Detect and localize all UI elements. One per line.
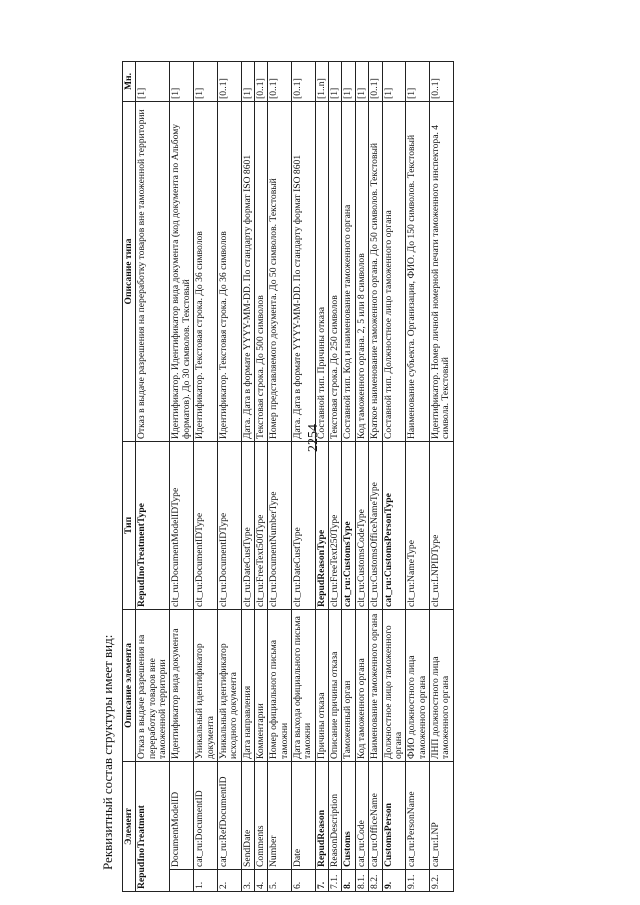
cell-row-number: 6. [292, 870, 316, 892]
cell-description: Идентификатор вида документа [170, 610, 194, 762]
cell-type: RepudReasonType [315, 442, 328, 610]
cell-description: Должностное лицо таможенного органа [382, 610, 406, 762]
cell-description: Уникальный идентификатор исходного документа [217, 610, 241, 762]
cell-row-number [170, 870, 194, 892]
table-row [429, 62, 453, 892]
cell-multiplicity: [1] [136, 62, 170, 102]
cell-row-number: 9. [382, 870, 406, 892]
header-multiplicity: Мн. [123, 62, 136, 102]
cell-row-number: 3. [241, 870, 254, 892]
table-row [170, 62, 194, 892]
table-row [136, 62, 170, 892]
table-row [329, 62, 342, 892]
cell-row-number: 4. [254, 870, 267, 892]
cell-description: ЛНП должностного лица таможенного органа [429, 610, 453, 762]
cell-multiplicity: [0..1] [292, 62, 316, 102]
cell-description: Дата направления [241, 610, 254, 762]
table-row [355, 62, 368, 892]
cell-multiplicity: [1] [342, 62, 355, 102]
cell-type-description: Текстовая строка. До 250 символов [329, 102, 342, 442]
cell-type-description: Идентификатор. Идентификатор вида документа (код документа по Альбому форматов). До 30 символов. Текстовый [170, 102, 194, 442]
cell-type-description: Составной тип. Причины отказа [315, 102, 328, 442]
cell-type: clt_ru:DateCustType [241, 442, 254, 610]
page-number: 2254 [306, 424, 321, 452]
header-type: Тип [123, 442, 136, 610]
cell-type: clt_ru:DocumentIDType [194, 442, 218, 610]
table-row [268, 62, 292, 892]
header-element: Элемент [123, 762, 136, 892]
table-row [382, 62, 406, 892]
header-type-description: Описание типа [123, 102, 136, 442]
cell-type-description: Идентификатор. Текстовая строка. До 36 символов [194, 102, 218, 442]
cell-type: clt_ru:DocumentModelIDType [170, 442, 194, 610]
cell-element: cat_ru:OfficeName [369, 762, 382, 870]
structure-table-container [122, 62, 467, 892]
header-description: Описание элемента [123, 610, 136, 762]
cell-element: SendDate [241, 762, 254, 870]
cell-type-description: Отказ в выдаче разрешения на переработку товаров вне таможенной территории [136, 102, 170, 442]
cell-element: Comments [254, 762, 267, 870]
table-row [241, 62, 254, 892]
cell-row-number: 9.2. [429, 870, 453, 892]
table-row [254, 62, 267, 892]
cell-type: clt_ru:CustomsCodeType [355, 442, 368, 610]
table-row [292, 62, 316, 892]
cell-type-description: Краткое наименование таможенного органа. До 50 символов. Текстовый [369, 102, 382, 442]
cell-type: RepudInoTreatmentType [136, 442, 170, 610]
table-row [369, 62, 382, 892]
table-row [217, 62, 241, 892]
cell-multiplicity: [0..1] [254, 62, 267, 102]
cell-element: cat_ru:DocumentID [194, 762, 218, 870]
cell-type: clt_ru:FreeText500Type [254, 442, 267, 610]
cell-element: cat_ru:Code [355, 762, 368, 870]
cell-description: Причины отказа [315, 610, 328, 762]
cell-row-number: 5. [268, 870, 292, 892]
table-row [315, 62, 328, 892]
cell-row-number: 8. [342, 870, 355, 892]
cell-multiplicity: [0..1] [429, 62, 453, 102]
cell-row-number: 1. [194, 870, 218, 892]
cell-element: cat_ru:PersonName [406, 762, 430, 870]
cell-element: cat_ru:LNP [429, 762, 453, 870]
intro-text: Реквизитный состав структуры имеет вид: [100, 634, 115, 870]
cell-type: clt_ru:LNPIDType [429, 442, 453, 610]
cell-type-description: Код таможенного органа. 2, 5 или 8 символов [355, 102, 368, 442]
cell-element: cat_ru:RefDocumentID [217, 762, 241, 870]
cell-description: Отказ в выдаче разрешения на переработку товаров вне таможенной территории [136, 610, 170, 762]
cell-description: Таможенный орган [342, 610, 355, 762]
cell-type: clt_ru:DocumentNumberType [268, 442, 292, 610]
cell-description: Наименование таможенного органа [369, 610, 382, 762]
cell-multiplicity: [1] [382, 62, 406, 102]
cell-type: clt_ru:DateCustType [292, 442, 316, 610]
cell-type-description: Составной тип. Должностное лицо таможенного органа [382, 102, 406, 442]
cell-multiplicity: [0..1] [369, 62, 382, 102]
cell-type: clt_ru:DocumentIDType [217, 442, 241, 610]
cell-type: clt_ru:CustomsOfficeNameType [369, 442, 382, 610]
cell-element: Date [292, 762, 316, 870]
cell-description: Описание причины отказа [329, 610, 342, 762]
cell-row-number: 2. [217, 870, 241, 892]
cell-type: clt_ru:FreeText250Type [329, 442, 342, 610]
cell-multiplicity: [1] [329, 62, 342, 102]
cell-type-description: Номер представляемого документа. До 50 символов. Текстовый [268, 102, 292, 442]
cell-row-number: 9.1. [406, 870, 430, 892]
cell-element: Customs [342, 762, 355, 870]
cell-element: CustomsPerson [382, 762, 406, 870]
cell-type-description: Идентификатор. Номер личной номерной печати таможенного инспектора. 4 символа. Текстовый [429, 102, 453, 442]
cell-element: RepudReason [315, 762, 328, 870]
cell-type-description: Дата. Дата в формате YYYY-MM-DD. По стандарту формат ISO 8601 [292, 102, 316, 442]
cell-multiplicity: [0..1] [217, 62, 241, 102]
table-row [342, 62, 355, 892]
cell-description: Комментарии [254, 610, 267, 762]
cell-multiplicity: [1] [194, 62, 218, 102]
cell-description: Номер официального письма таможни [268, 610, 292, 762]
structure-table [122, 61, 454, 892]
cell-row-number: 7. [315, 870, 328, 892]
cell-type-description: Наименование субъекта. Организация, ФИО. До 150 символов. Текстовый [406, 102, 430, 442]
cell-type: cat_ru:CustomsPersonType [382, 442, 406, 610]
cell-multiplicity: [1] [170, 62, 194, 102]
cell-type-description: Составной тип. Код и наименование таможенного органа [342, 102, 355, 442]
cell-multiplicity: [1] [406, 62, 430, 102]
cell-type: cat_ru:CustomsType [342, 442, 355, 610]
table-header-row [123, 62, 136, 892]
cell-element: DocumentModelID [170, 762, 194, 870]
table-row [406, 62, 430, 892]
cell-description: Уникальный идентификатор документа [194, 610, 218, 762]
cell-row-number: 8.1. [355, 870, 368, 892]
cell-type-description: Текстовая строка. До 500 символов [254, 102, 267, 442]
cell-description: Дата выхода официального письма таможни [292, 610, 316, 762]
cell-description: Код таможенного органа [355, 610, 368, 762]
cell-row-number: 8.2. [369, 870, 382, 892]
cell-type-description: Дата. Дата в формате YYYY-MM-DD. По стандарту формат ISO 8601 [241, 102, 254, 442]
table-body [136, 62, 453, 892]
cell-type-description: Идентификатор. Текстовая строка. До 36 символов [217, 102, 241, 442]
cell-type: clt_ru:NameType [406, 442, 430, 610]
table-row [194, 62, 218, 892]
cell-multiplicity: [1] [241, 62, 254, 102]
cell-element: Number [268, 762, 292, 870]
cell-multiplicity: [1..n] [315, 62, 328, 102]
cell-description: ФИО должностного лица таможенного органа [406, 610, 430, 762]
cell-multiplicity: [1] [355, 62, 368, 102]
cell-element: RepudInoTreatment [136, 762, 170, 892]
cell-element: ReasonDescription [329, 762, 342, 870]
cell-row-number: 7.1. [329, 870, 342, 892]
cell-multiplicity: [0..1] [268, 62, 292, 102]
